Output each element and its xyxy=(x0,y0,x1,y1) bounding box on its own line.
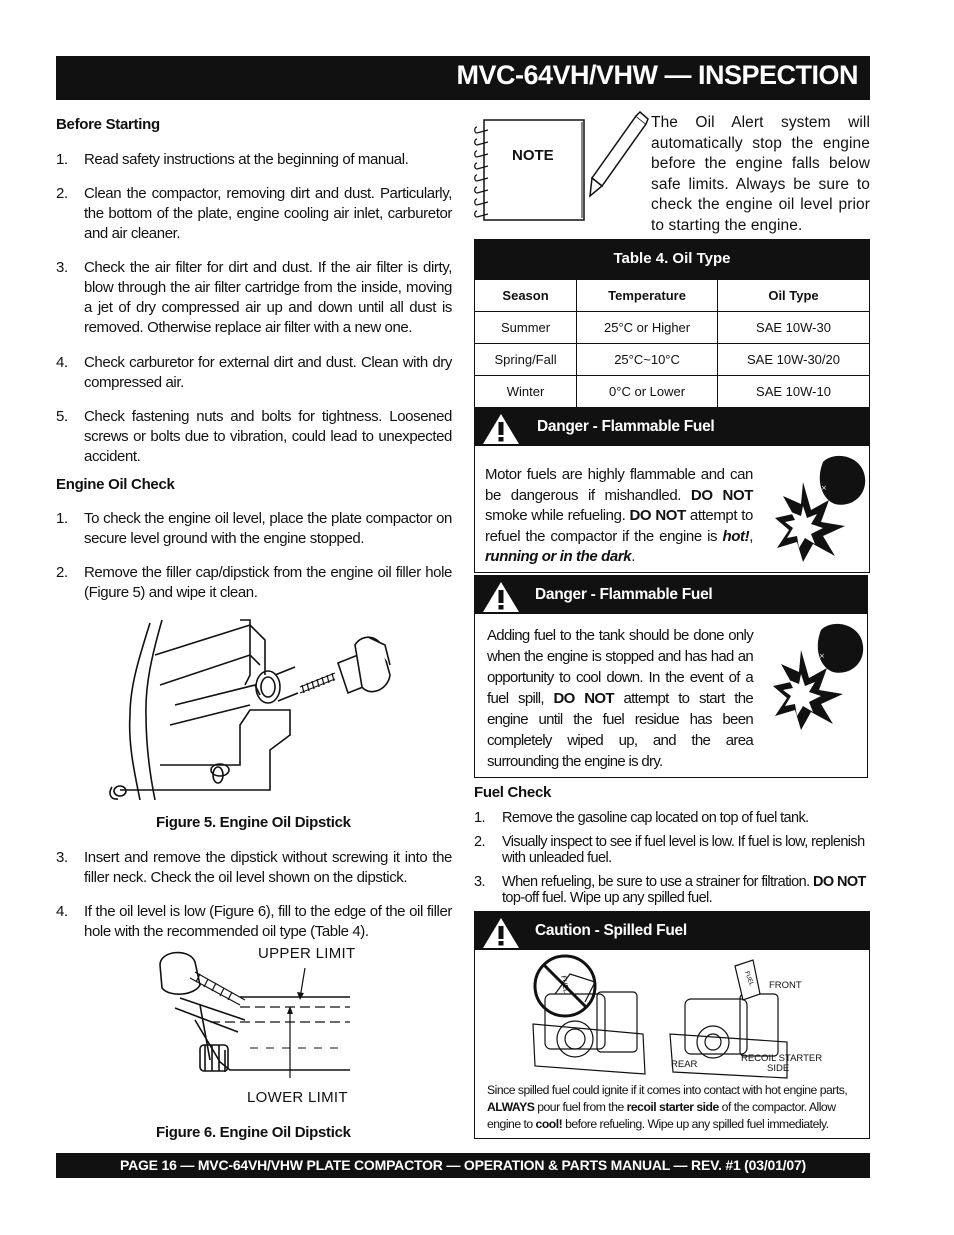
table-row xyxy=(475,376,870,408)
item-text: If the oil level is low (Figure 6), fill to the edge of the oil filler hole with the recommended oil type (Table 4). xyxy=(84,903,452,940)
table-cell: Winter xyxy=(475,376,577,408)
caution-emphasis: cool! xyxy=(535,1117,563,1131)
caution-emphasis: recoil starter side xyxy=(626,1100,719,1114)
page-footer: PAGE 16 — MVC-64VH/VHW PLATE COMPACTOR — OPERATION & PARTS MANUAL — REV. #1 (03/01/07) xyxy=(56,1153,870,1178)
list-item xyxy=(56,563,452,603)
list-item xyxy=(56,150,452,170)
item-number: 2. xyxy=(56,564,68,581)
page-header-bar xyxy=(56,56,870,100)
caution-spilled-fuel-box xyxy=(474,911,870,1139)
list-item xyxy=(474,810,870,826)
item-text xyxy=(502,874,870,906)
danger-text-part: attempt to start the engine until the fuel residue has been completely wiped up, and the area surrounding the engine is dry. xyxy=(487,690,754,770)
item-number: 1. xyxy=(56,510,68,527)
danger-header xyxy=(475,576,867,614)
table-cell: SAE 10W-10 xyxy=(718,376,870,408)
table-cell: 0°C or Lower xyxy=(577,376,718,408)
danger-flammable-fuel-box xyxy=(474,575,868,778)
pencil-icon xyxy=(586,110,650,200)
caution-text-part: Since spilled fuel could ignite if it comes into contact with hot engine parts, xyxy=(487,1083,848,1097)
page-title: MVC-64VH/VHW — INSPECTION xyxy=(456,60,858,90)
table-cell: SAE 10W-30 xyxy=(718,312,870,344)
item-text: Clean the compactor, removing dirt and dust. Particularly, the bottom of the plate, engine cooling air inlet, carburetor and air cleaner. xyxy=(84,185,452,242)
item-number: 2. xyxy=(56,185,68,202)
danger-text xyxy=(487,625,753,772)
oil-type-table xyxy=(474,239,870,408)
item-text: Read safety instructions at the beginning of manual. xyxy=(84,151,409,168)
danger-emphasis: DO NOT xyxy=(629,507,686,524)
column-header: Temperature xyxy=(577,280,718,312)
warning-triangle-icon xyxy=(481,916,521,950)
caution-text-part: pour fuel from the xyxy=(537,1100,624,1114)
caution-text xyxy=(487,1082,861,1133)
danger-text-part: attempt to refuel the compactor if the engine is xyxy=(485,507,753,545)
list-item xyxy=(56,258,452,338)
danger-emphasis: hot! xyxy=(722,527,750,545)
table-header-row xyxy=(475,280,870,312)
warning-triangle-icon xyxy=(481,412,521,446)
table-cell: 25°C~10°C xyxy=(577,344,718,376)
list-item xyxy=(56,509,452,549)
table-cell: Spring/Fall xyxy=(475,344,577,376)
table-cell: 25°C or Higher xyxy=(577,312,718,344)
table-row xyxy=(475,344,870,376)
item-text-part: When refueling, be sure to use a strainer for filtration. xyxy=(502,874,810,890)
item-text: Visually inspect to see if fuel level is low. If fuel is low, replenish with unleaded fuel. xyxy=(502,834,865,866)
danger-text-part: smoke while refueling. xyxy=(485,507,626,524)
column-header: Season xyxy=(475,280,577,312)
list-item xyxy=(56,184,452,244)
figure6-caption: Figure 6. Engine Oil Dipstick xyxy=(156,1124,351,1141)
caution-title: Caution - Spilled Fuel xyxy=(535,922,687,939)
danger-emphasis: DO NOT xyxy=(553,690,614,707)
fuel-check-heading: Fuel Check xyxy=(474,784,552,801)
danger-text xyxy=(485,465,753,568)
danger-punct: . xyxy=(631,548,635,565)
item-number: 3. xyxy=(56,849,68,866)
item-text: To check the engine oil level, place the plate compactor on secure level ground with the engine stopped. xyxy=(84,510,452,547)
explosion-bomb-icon xyxy=(773,452,869,564)
list-item xyxy=(56,353,452,393)
column-header: Oil Type xyxy=(718,280,870,312)
item-text: Check fastening nuts and bolts for tightness. Loosened screws or bolts due to vibration, could lead to unexpected accident. xyxy=(84,408,452,465)
warning-triangle-icon xyxy=(481,580,521,614)
svg-text:×: × xyxy=(819,652,825,660)
item-number: 5. xyxy=(56,408,68,425)
front-label: FRONT xyxy=(769,980,802,991)
note-text: The Oil Alert system will automatically stop the engine before the engine falls below safe limits. Always be sure to check the engine oil level prior to starting the engine. xyxy=(651,114,870,234)
before-starting-heading: Before Starting xyxy=(56,116,160,133)
figure5-caption: Figure 5. Engine Oil Dipstick xyxy=(156,814,351,831)
item-number: 1. xyxy=(56,151,68,168)
engine-oil-dipstick-figure xyxy=(100,615,400,805)
caution-text-part: of the compactor. Allow engine to xyxy=(487,1100,836,1131)
recoil-starter-label: RECOIL STARTER xyxy=(741,1053,823,1064)
item-number: 3. xyxy=(474,874,485,890)
danger-flammable-fuel-box xyxy=(474,407,870,573)
list-item xyxy=(474,874,870,906)
engine-oil-check-heading: Engine Oil Check xyxy=(56,476,175,493)
fuel-can-label: FUEL xyxy=(559,974,570,994)
danger-punct: , xyxy=(749,527,753,545)
item-text: Remove the gasoline cap located on top of fuel tank. xyxy=(502,810,809,826)
upper-limit-label: UPPER LIMIT xyxy=(258,945,356,962)
fuel-can-label: FUEL xyxy=(743,970,755,987)
danger-text-part: Adding fuel to the tank should be done only when the engine is stopped and has had an opportunity to cool down. In the event of a fuel spill, xyxy=(487,627,753,707)
table-caption: Table 4. Oil Type xyxy=(474,239,870,279)
oil-level-dipstick-figure xyxy=(150,950,360,1090)
table-cell: Summer xyxy=(475,312,577,344)
item-text: Check carburetor for external dirt and dust. Clean with dry compressed air. xyxy=(84,354,452,391)
list-item xyxy=(56,848,452,888)
list-item xyxy=(56,407,452,467)
item-number: 3. xyxy=(56,259,68,276)
note-label: NOTE xyxy=(512,147,554,164)
explosion-bomb-icon xyxy=(771,620,867,732)
item-number: 4. xyxy=(56,354,68,371)
danger-emphasis: DO NOT xyxy=(690,486,753,504)
danger-title: Danger - Flammable Fuel xyxy=(535,586,713,603)
danger-text-part: Motor fuels are highly flammable and can be dangerous if mishandled. xyxy=(485,466,753,504)
rear-label: REAR xyxy=(671,1059,698,1070)
list-item xyxy=(474,834,870,866)
list-item xyxy=(56,902,452,942)
table-row xyxy=(475,312,870,344)
lower-limit-label: LOWER LIMIT xyxy=(247,1089,348,1106)
danger-header xyxy=(475,408,869,446)
item-emphasis: DO NOT xyxy=(812,874,866,890)
caution-emphasis: ALWAYS xyxy=(487,1100,535,1114)
svg-text:×: × xyxy=(821,484,827,492)
danger-title: Danger - Flammable Fuel xyxy=(537,418,715,435)
item-text-part: top-off fuel. Wipe up any spilled fuel. xyxy=(502,890,713,906)
side-label: SIDE xyxy=(767,1063,790,1074)
caution-text-part: before refueling. Wipe up any spilled fuel immediately. xyxy=(565,1117,829,1131)
item-text: Check the air filter for dirt and dust. If the air filter is dirty, blow through the air filter cartridge from the inside, moving a jet of dry compressed air up and down until all dust is removed. Otherwise replace air filter with a new one. xyxy=(84,259,452,336)
notepad-icon xyxy=(474,117,586,223)
table-cell: SAE 10W-30/20 xyxy=(718,344,870,376)
item-text: Insert and remove the dipstick without screwing it into the filler neck. Check the oil level shown on the dipstick. xyxy=(84,849,452,886)
caution-header xyxy=(475,912,869,950)
item-number: 2. xyxy=(474,834,485,850)
item-number: 4. xyxy=(56,903,68,920)
item-text: Remove the filler cap/dipstick from the engine oil filler hole (Figure 5) and wipe it clean. xyxy=(84,564,452,601)
note-notepad xyxy=(474,117,584,221)
danger-emphasis: running or in the dark xyxy=(485,548,632,565)
item-number: 1. xyxy=(474,810,485,826)
